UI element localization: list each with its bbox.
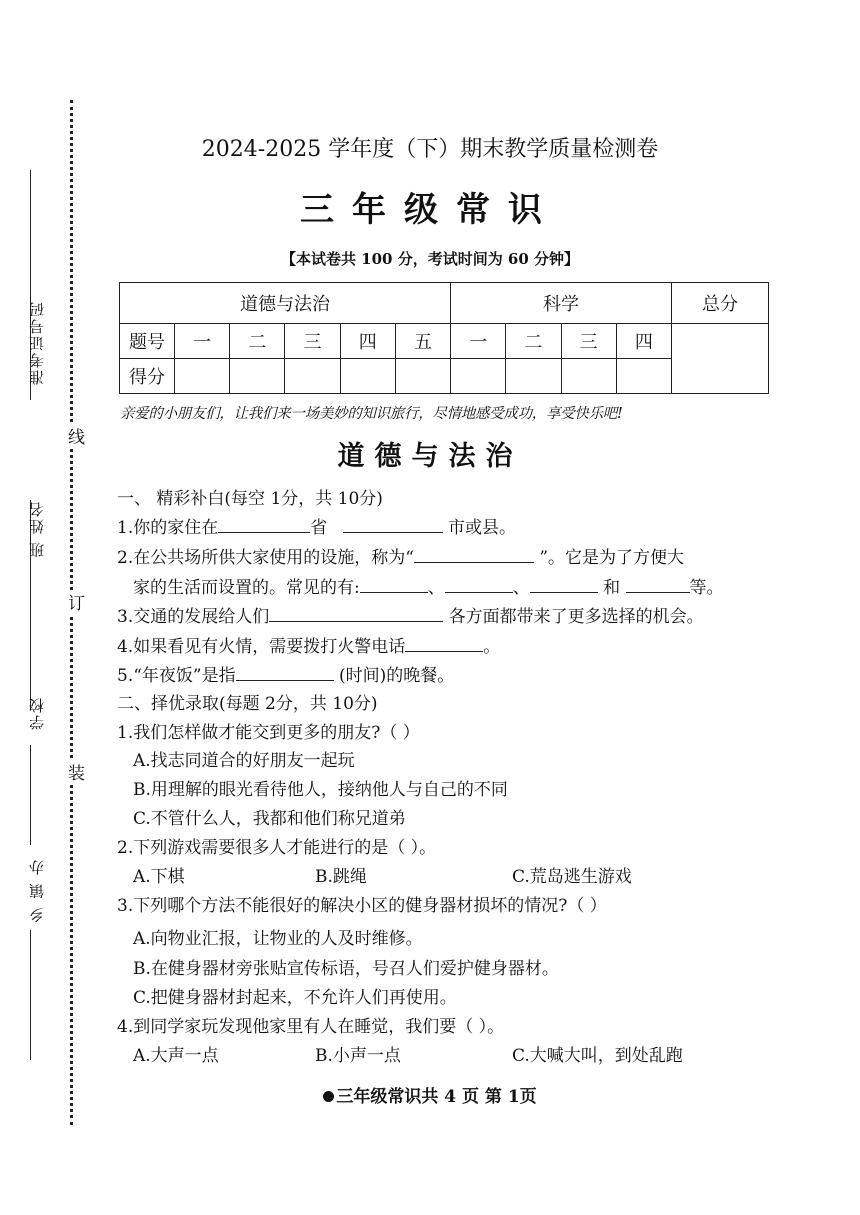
part2-q1-option-a: A.找志同道合的好朋友一起玩 [133,751,355,771]
town-line [30,930,31,1060]
score-cell-moral-2[interactable] [230,359,285,394]
class-name-label: 班 姓名 [28,500,46,558]
binding-zhuang-char: 装 [62,760,87,785]
part1-q5 [117,661,454,686]
part1-q2-blank-2[interactable] [360,574,428,593]
part2-q2-option-c: C.荒岛逃生游戏 [512,867,632,887]
score-col-moral-1: 一 [175,324,230,359]
part1-q2-line1 [117,543,684,568]
score-col-moral-5: 五 [395,324,450,359]
score-total-cell[interactable] [672,324,769,394]
part2-q1-stem: 1.我们怎样做才能交到更多的朋友?（ ） [117,723,420,743]
candidate-number-label: 准考证号码 [28,300,46,385]
part2-q2-option-b: B.跳绳 [315,867,367,887]
school-line [30,745,31,845]
part1-q4-text-a: 4.如果看见有火情，需要拨打火警电话 [117,637,406,657]
page-footer [0,1082,860,1107]
part1-q5-text-a: 5.“年夜饭”是指 [117,666,236,686]
part1-q2-end: 等。 [689,578,724,598]
part1-q1 [117,513,516,538]
part1-q3-blank[interactable] [269,603,443,622]
score-group-science: 科学 [451,283,672,324]
score-cell-science-1[interactable] [451,359,506,394]
score-cell-moral-3[interactable] [285,359,340,394]
part1-q5-text-b: (时间)的晚餐。 [339,666,455,686]
part1-q2-blank-1[interactable] [414,544,534,563]
part2-q4-option-c: C.大喊大叫，到处乱跑 [512,1046,683,1066]
part1-q1-text-a: 1.你的家住在 [117,518,219,538]
part1-q1-blank-2[interactable] [343,514,443,533]
encouragement-text: 亲爱的小朋友们，让我们来一场美妙的知识旅行，尽情地感受成功，享受快乐吧! [120,406,623,422]
score-col-science-1: 一 [451,324,506,359]
town-label: 乡 镇 办 [28,858,46,923]
score-col-moral-3: 三 [285,324,340,359]
score-cell-moral-1[interactable] [175,359,230,394]
part1-q2-blank-4[interactable] [530,574,598,593]
exam-note: 【本试卷共 100 分，考试时间为 60 分钟】 [280,250,580,268]
exam-name: 2024-2025 学年度（下）期末教学质量检测卷 [201,137,659,162]
part1-q3-text-b: 各方面都带来了更多选择的机会。 [448,607,704,627]
score-cell-moral-5[interactable] [395,359,450,394]
part1-q1-blank-1[interactable] [218,514,310,533]
part1-q3-text-a: 3.交通的发展给人们 [117,607,270,627]
score-row-question-label: 题号 [120,324,175,359]
part1-title: 一、 精彩补白(每空 1分，共 10分) [117,489,383,509]
part1-q2-blank-3[interactable] [445,574,513,593]
part2-q3-stem: 3.下列哪个方法不能很好的解决小区的健身器材损坏的情况?（ ） [117,896,607,916]
part1-q2-sep-2: 、 [512,578,530,598]
part2-title: 二、择优录取(每题 2分，共 10分) [117,694,378,714]
part2-q3-option-c: C.把健身器材封起来，不允许人们再使用。 [133,988,457,1008]
score-col-science-4: 四 [616,324,671,359]
part2-q1-option-c: C.不管什么人，我都和他们称兄道弟 [133,809,406,829]
score-group-moral: 道德与法治 [120,283,451,324]
part2-q4-stem: 4.到同学家玩发现他家里有人在睡觉，我们要（ ）。 [117,1017,505,1037]
score-col-moral-4: 四 [340,324,395,359]
score-cell-science-2[interactable] [506,359,561,394]
score-col-science-3: 三 [561,324,616,359]
part1-q2-blank-5[interactable] [626,574,690,593]
score-col-moral-2: 二 [230,324,285,359]
part1-q2-text-c: 家的生活而设置的。常见的有: [133,578,360,598]
score-row-score-label: 得分 [120,359,175,394]
part2-q3-option-a: A.向物业汇报，让物业的人及时维修。 [133,929,423,949]
part1-q4-blank[interactable] [405,633,483,652]
score-cell-science-4[interactable] [616,359,671,394]
score-cell-science-3[interactable] [561,359,616,394]
part2-q2-option-a: A.下棋 [133,867,185,887]
binding-line-char: 线 [62,424,87,449]
page-footer-text: 三年级常识共 4 页 第 1页 [336,1087,537,1107]
part1-q2-text-b: ”。它是为了方便大 [539,548,685,568]
bullet-icon [323,1091,334,1102]
part2-q2-stem: 2.下列游戏需要很多人才能进行的是（ ）。 [117,838,437,858]
part2-q4-option-a: A.大声一点 [133,1046,219,1066]
part1-q3 [117,602,704,627]
score-table [119,282,769,394]
part1-q4 [117,632,500,657]
part2-q3-option-b: B.在健身器材旁张贴宣传标语，号召人们爱护健身器材。 [133,959,559,979]
part1-q2-and: 和 [603,578,621,598]
subject-title: 三年级常识 [300,190,560,230]
school-label: 学校 [28,696,46,730]
part1-q2-text-a: 2.在公共场所供大家使用的设施，称为“ [117,548,414,568]
score-cell-moral-4[interactable] [340,359,395,394]
part1-q1-text-c: 市或县。 [448,518,517,538]
part2-q1-option-b: B.用理解的眼光看待他人，接纳他人与自己的不同 [133,780,508,800]
part1-q4-text-b: 。 [483,637,501,657]
part1-q2-line2 [133,573,724,598]
binding-ding-char: 订 [62,590,87,615]
section-title: 道德与法治 [337,441,523,472]
score-total-label: 总分 [672,283,769,324]
part1-q2-sep-1: 、 [427,578,445,598]
part1-q1-text-b: 省 [310,518,328,538]
score-col-science-2: 二 [506,324,561,359]
part2-q4-option-b: B.小声一点 [315,1046,401,1066]
part1-q5-blank[interactable] [236,662,334,681]
